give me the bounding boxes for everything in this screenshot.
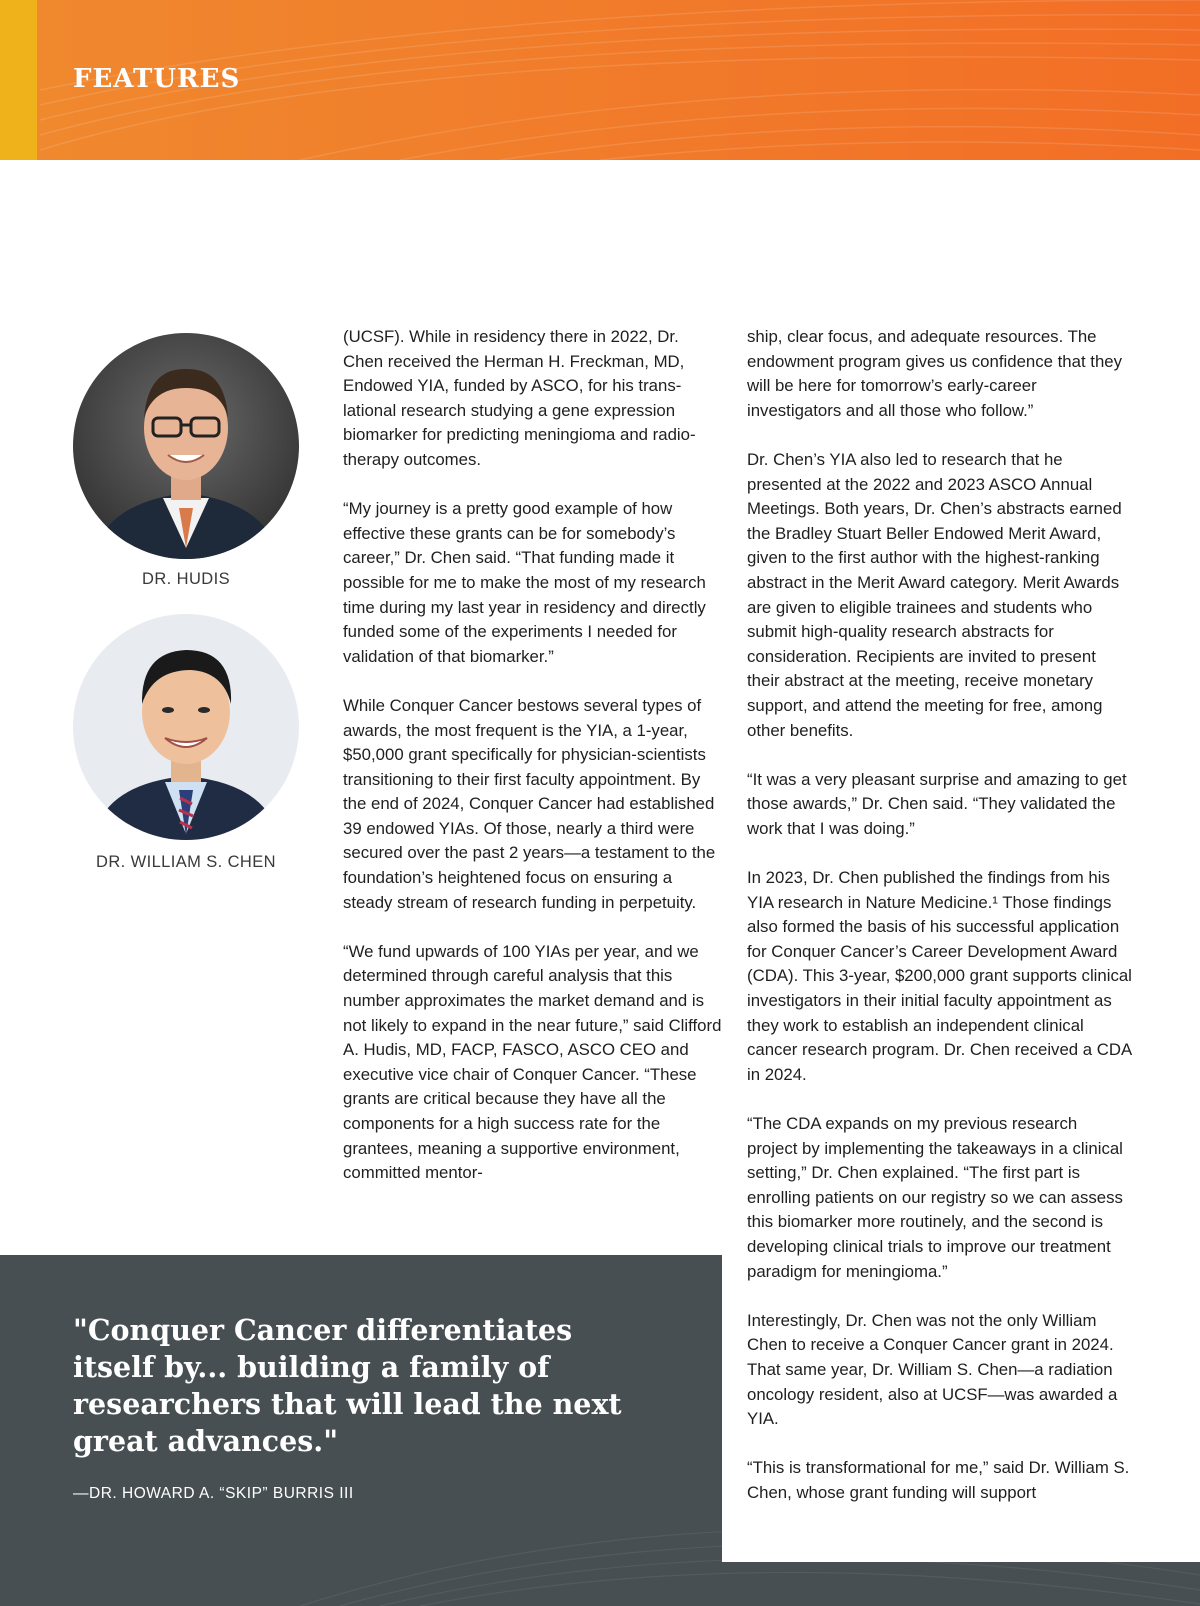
article-column-2 — [747, 325, 1132, 1530]
body-paragraph: “It was a very pleasant surprise and amazing to get those awards,” Dr. Chen said. “They validated the work that I was doing.” — [747, 769, 1127, 838]
body-paragraph: Dr. Chen’s YIA also led to research that he presented at the 2022 and 2023 ASCO Annual Meetings. Both years, Dr. Chen’s abstracts earned the Bradley Stuart Beller Endowed Merit Award, given to the first author with the highest-ranking abstract in the Merit Award category. Merit Awards are given to eligible trainees and students who submit high-quality research abstracts for consideration. Recipients are invited to present their abstract at the meeting, receive monetary support, and attend the meeting for free, among other benefits. — [747, 449, 1122, 740]
body-paragraph: “We fund upwards of 100 YIAs per year, and we determined through careful analysis that this number approximates the market demand and is not likely to expand in the near future,” said Clifford A. Hudis, MD, FACP, FASCO, ASCO CEO and executive vice chair of Conquer Cancer. “These grants are critical because they have all the components for a high success rate for the grantees, meaning a supportive environment, committed mentor- — [343, 941, 722, 1183]
body-paragraph: “My journey is a pretty good example of how effective these grants can be for somebody’s career,” Dr. Chen said. “That funding made it possible for me to make the most of my research time during my last year in residency and directly funded some of the experiments I needed for validation of that biomarker.” — [343, 499, 706, 666]
body-paragraph: “The CDA expands on my previous research project by implementing the takeaways in a clinical setting,” Dr. Chen explained. “The first part is enrolling patients on our registry so we can assess this biomarker more routinely, and the second is developing clinical trials to improve our treatment paradigm for meningioma.” — [747, 1114, 1123, 1281]
body-paragraph: ship, clear focus, and adequate resources. The endowment program gives us confidence that they will be here for tomorrow’s early-career investigators and all those who follow.” — [747, 327, 1122, 420]
body-paragraph: While Conquer Cancer bestows several types of awards, the most frequent is the YIA, a 1-year, $50,000 grant specifically for physician-scientists transitioning to their first faculty appointment. By the end of 2024, Conquer Cancer had established 39 endowed YIAs. Of those, nearly a third were secured over the past 2 years—a testament to the foundation’s heightened focus on ensuring a steady stream of research funding in perpetuity. — [343, 695, 716, 912]
pull-quote-text: "Conquer Cancer differentiates itself by... building a family of researchers that will lead the next great advances." — [73, 1313, 622, 1458]
body-paragraph: In 2023, Dr. Chen published the findings from his YIA research in Nature Medicine.¹ Those findings also formed the basis of his successful application for Conquer Cancer’s Career Development Award (CDA). This 3-year, $200,000 grant supports clinical investigators in their initial faculty appointment as they work to establish an independent clinical cancer research program. Dr. Chen received a CDA in 2024. — [747, 868, 1132, 1084]
body-paragraph: (UCSF). While in residency there in 2022, Dr. Chen received the Herman H. Freckman, MD, Endowed YIA, funded by ASCO, for his translational research studying a gene expression biomarker for predicting meningioma and radiotherapy outcomes. — [343, 327, 696, 469]
body-paragraph: “This is transformational for me,” said Dr. William S. Chen, whose grant funding will support — [747, 1458, 1130, 1502]
portrait-caption: DR. WILLIAM S. CHEN — [96, 853, 276, 871]
pull-quote-attribution: —DR. HOWARD A. “SKIP” BURRIS III — [73, 1485, 354, 1502]
section-label: FEATURES — [73, 64, 241, 94]
body-paragraph: Interestingly, Dr. Chen was not the only William Chen to receive a Conquer Cancer grant in 2024. That same year, Dr. William S. Chen—a radiation oncology resident, also at UCSF—was awarded a YIA. — [747, 1310, 1118, 1429]
portrait-caption: DR. HUDIS — [142, 570, 230, 588]
